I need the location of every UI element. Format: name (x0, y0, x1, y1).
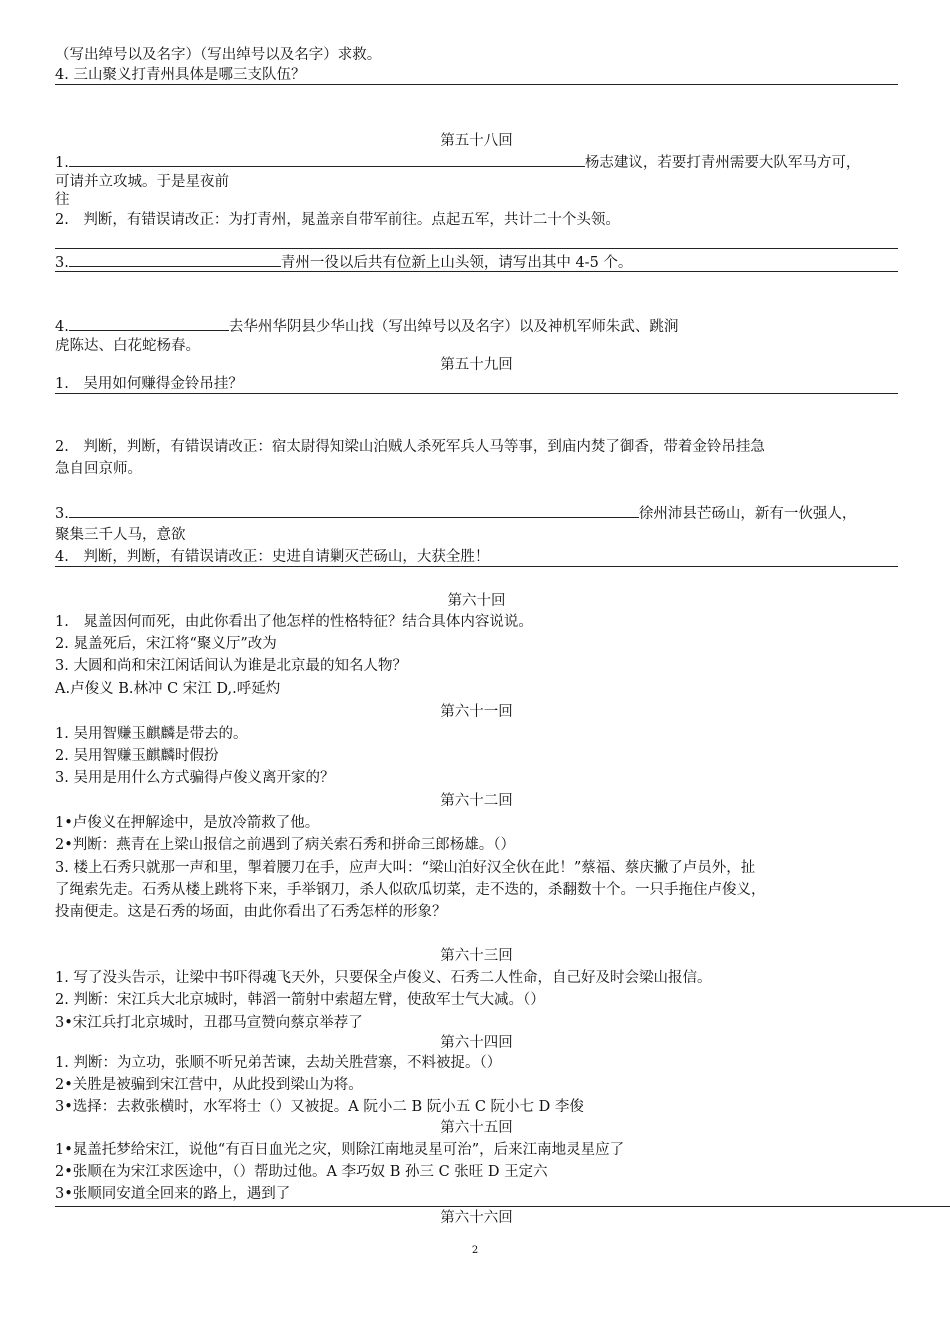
chapter-59-heading: 第五十九回 (440, 357, 513, 373)
question-65-1: 1•晁盖托梦给宋江，说他“有百日血光之灾，则除江南地灵星可治”，后来江南地灵星应了 (55, 1142, 625, 1158)
text-line: （写出绰号以及名字）（写出绰号以及名字）求救。 (55, 47, 382, 63)
question-65-2: 2•张顺在为宋江求医途中，（）帮助过他。A 李巧奴 B 孙三 C 张旺 D 王定六 (55, 1164, 548, 1180)
chapter-65-heading: 第六十五回 (440, 1120, 513, 1136)
question-63-3: 3•宋江兵打北京城时，丑郡马宣赞向蔡京举荐了 (55, 1015, 363, 1031)
question-64-2: 2•关胜是被骗到宋江营中，从此投到梁山为将。 (55, 1077, 363, 1093)
answer-rule (55, 271, 898, 272)
question-60-3-options: A.卢俊义 B.林冲 C 宋江 D,.呼延灼 (55, 681, 281, 697)
question-59-2: 2. 判断，判断，有错误请改正：宿太尉得知梁山泊贼人杀死军兵人马等事，到庙内焚了御香，带着金铃吊挂急 (55, 439, 765, 455)
question-58-1-cont: 可请并立攻城。于是星夜前 (55, 174, 229, 190)
question-62-3: 3. 楼上石秀只就那一声和里，掣着腰刀在手，应声大叫：“梁山泊好汉全伙在此！”蔡福、蔡庆撇了卢员外，扯 (55, 860, 756, 876)
question-63-1: 1. 写了没头告示，让梁中书吓得魂飞天外，只要保全卢俊义、石秀二人性命，自己好及时会梁山报信。 (55, 970, 712, 986)
question-number: 3. (55, 506, 69, 522)
chapter-61-heading: 第六十一回 (440, 704, 513, 720)
question-58-4 (55, 316, 678, 337)
question-65-3: 3•张顺同安道全回来的路上，遇到了 (55, 1186, 291, 1202)
question-4: 4. 三山聚义打青州具体是哪三支队伍？ (55, 67, 306, 83)
answer-rule (55, 393, 898, 394)
fill-blank[interactable] (69, 152, 585, 167)
chapter-66-heading: 第六十六回 (440, 1210, 513, 1226)
question-64-3: 3•选择：去救张横时，水军将士（）又被捉。A 阮小二 B 阮小五 C 阮小七 D 李俊 (55, 1099, 584, 1115)
answer-rule (55, 84, 898, 85)
question-58-4-cont: 虎陈达、白花蛇杨春。 (55, 338, 200, 354)
chapter-62-heading: 第六十二回 (440, 793, 513, 809)
question-58-1 (55, 152, 860, 173)
question-60-1: 1. 晁盖因何而死，由此你看出了他怎样的性格特征？结合具体内容说说。 (55, 614, 533, 630)
question-number: 3. (55, 255, 69, 271)
question-59-2-cont: 急自回京师。 (55, 461, 142, 477)
question-60-2: 2. 晁盖死后，宋江将“聚义厅”改为 (55, 636, 277, 652)
question-text: 青州一役以后共有位新上山头领，请写出其中 4-5 个。 (280, 255, 633, 271)
question-61-2: 2. 吴用智赚玉麒麟时假扮 (55, 748, 219, 764)
fill-blank[interactable] (69, 252, 281, 267)
question-number: 4. (55, 319, 69, 335)
answer-rule (55, 566, 898, 567)
question-61-1: 1. 吴用智赚玉麒麟是带去的。 (55, 726, 248, 742)
question-text: 去华州华阴县少华山找（写出绰号以及名字）以及神机军师朱武、跳涧 (228, 319, 679, 335)
question-59-1: 1. 吴用如何赚得金铃吊挂？ (55, 376, 243, 392)
chapter-58-heading: 第五十八回 (440, 133, 513, 149)
chapter-64-heading: 第六十四回 (440, 1035, 513, 1051)
question-63-2: 2. 判断：宋江兵大北京城时，韩滔一箭射中索超左臂，使敌军士气大减。（） (55, 992, 545, 1008)
question-62-1: 1•卢俊义在押解途中，是放冷箭救了他。 (55, 815, 320, 831)
question-58-2: 2. 判断，有错误请改正：为打青州，晁盖亲自带军前往。点起五军，共计二十个头领。 (55, 212, 620, 228)
fill-blank[interactable] (69, 316, 229, 331)
question-text: 杨志建议，若要打青州需要大队军马方可， (584, 155, 861, 171)
chapter-60-heading: 第六十回 (447, 593, 506, 609)
question-59-3-cont: 聚集三千人马，意欲 (55, 527, 186, 543)
question-58-3 (55, 252, 632, 273)
chapter-63-heading: 第六十三回 (440, 948, 513, 964)
question-59-4: 4. 判断，判断，有错误请改正：史进自请剿灭芒砀山，大获全胜！ (55, 549, 490, 565)
question-61-3: 3. 吴用是用什么方式骗得卢俊义离开家的？ (55, 770, 335, 786)
question-59-3 (55, 503, 856, 524)
answer-rule (55, 1206, 950, 1207)
question-62-3-cont: 投南便走。这是石秀的场面，由此你看出了石秀怎样的形象？ (55, 904, 447, 920)
question-64-1: 1. 判断：为立功，张顺不听兄弟苦谏，去劫关胜营寨，不料被捉。（） (55, 1055, 502, 1071)
question-number: 1. (55, 155, 69, 171)
question-text: 徐州沛县芒砀山，新有一伙强人， (638, 506, 857, 522)
question-62-3-cont: 了绳索先走。石秀从楼上跳将下来，手举钢刀，杀人似砍瓜切菜，走不迭的，杀翻数十个。一只手拖住卢俊义， (55, 882, 766, 898)
page-number: 2 (471, 1245, 479, 1256)
answer-rule (55, 248, 898, 249)
fill-blank[interactable] (69, 503, 639, 518)
question-60-3: 3. 大圆和尚和宋江闲话间认为谁是北京最的知名人物？ (55, 658, 407, 674)
question-62-2: 2•判断：燕青在上梁山报信之前遇到了病关索石秀和拼命三郎杨雄。（） (55, 837, 516, 853)
question-58-1-cont: 往 (55, 192, 70, 208)
